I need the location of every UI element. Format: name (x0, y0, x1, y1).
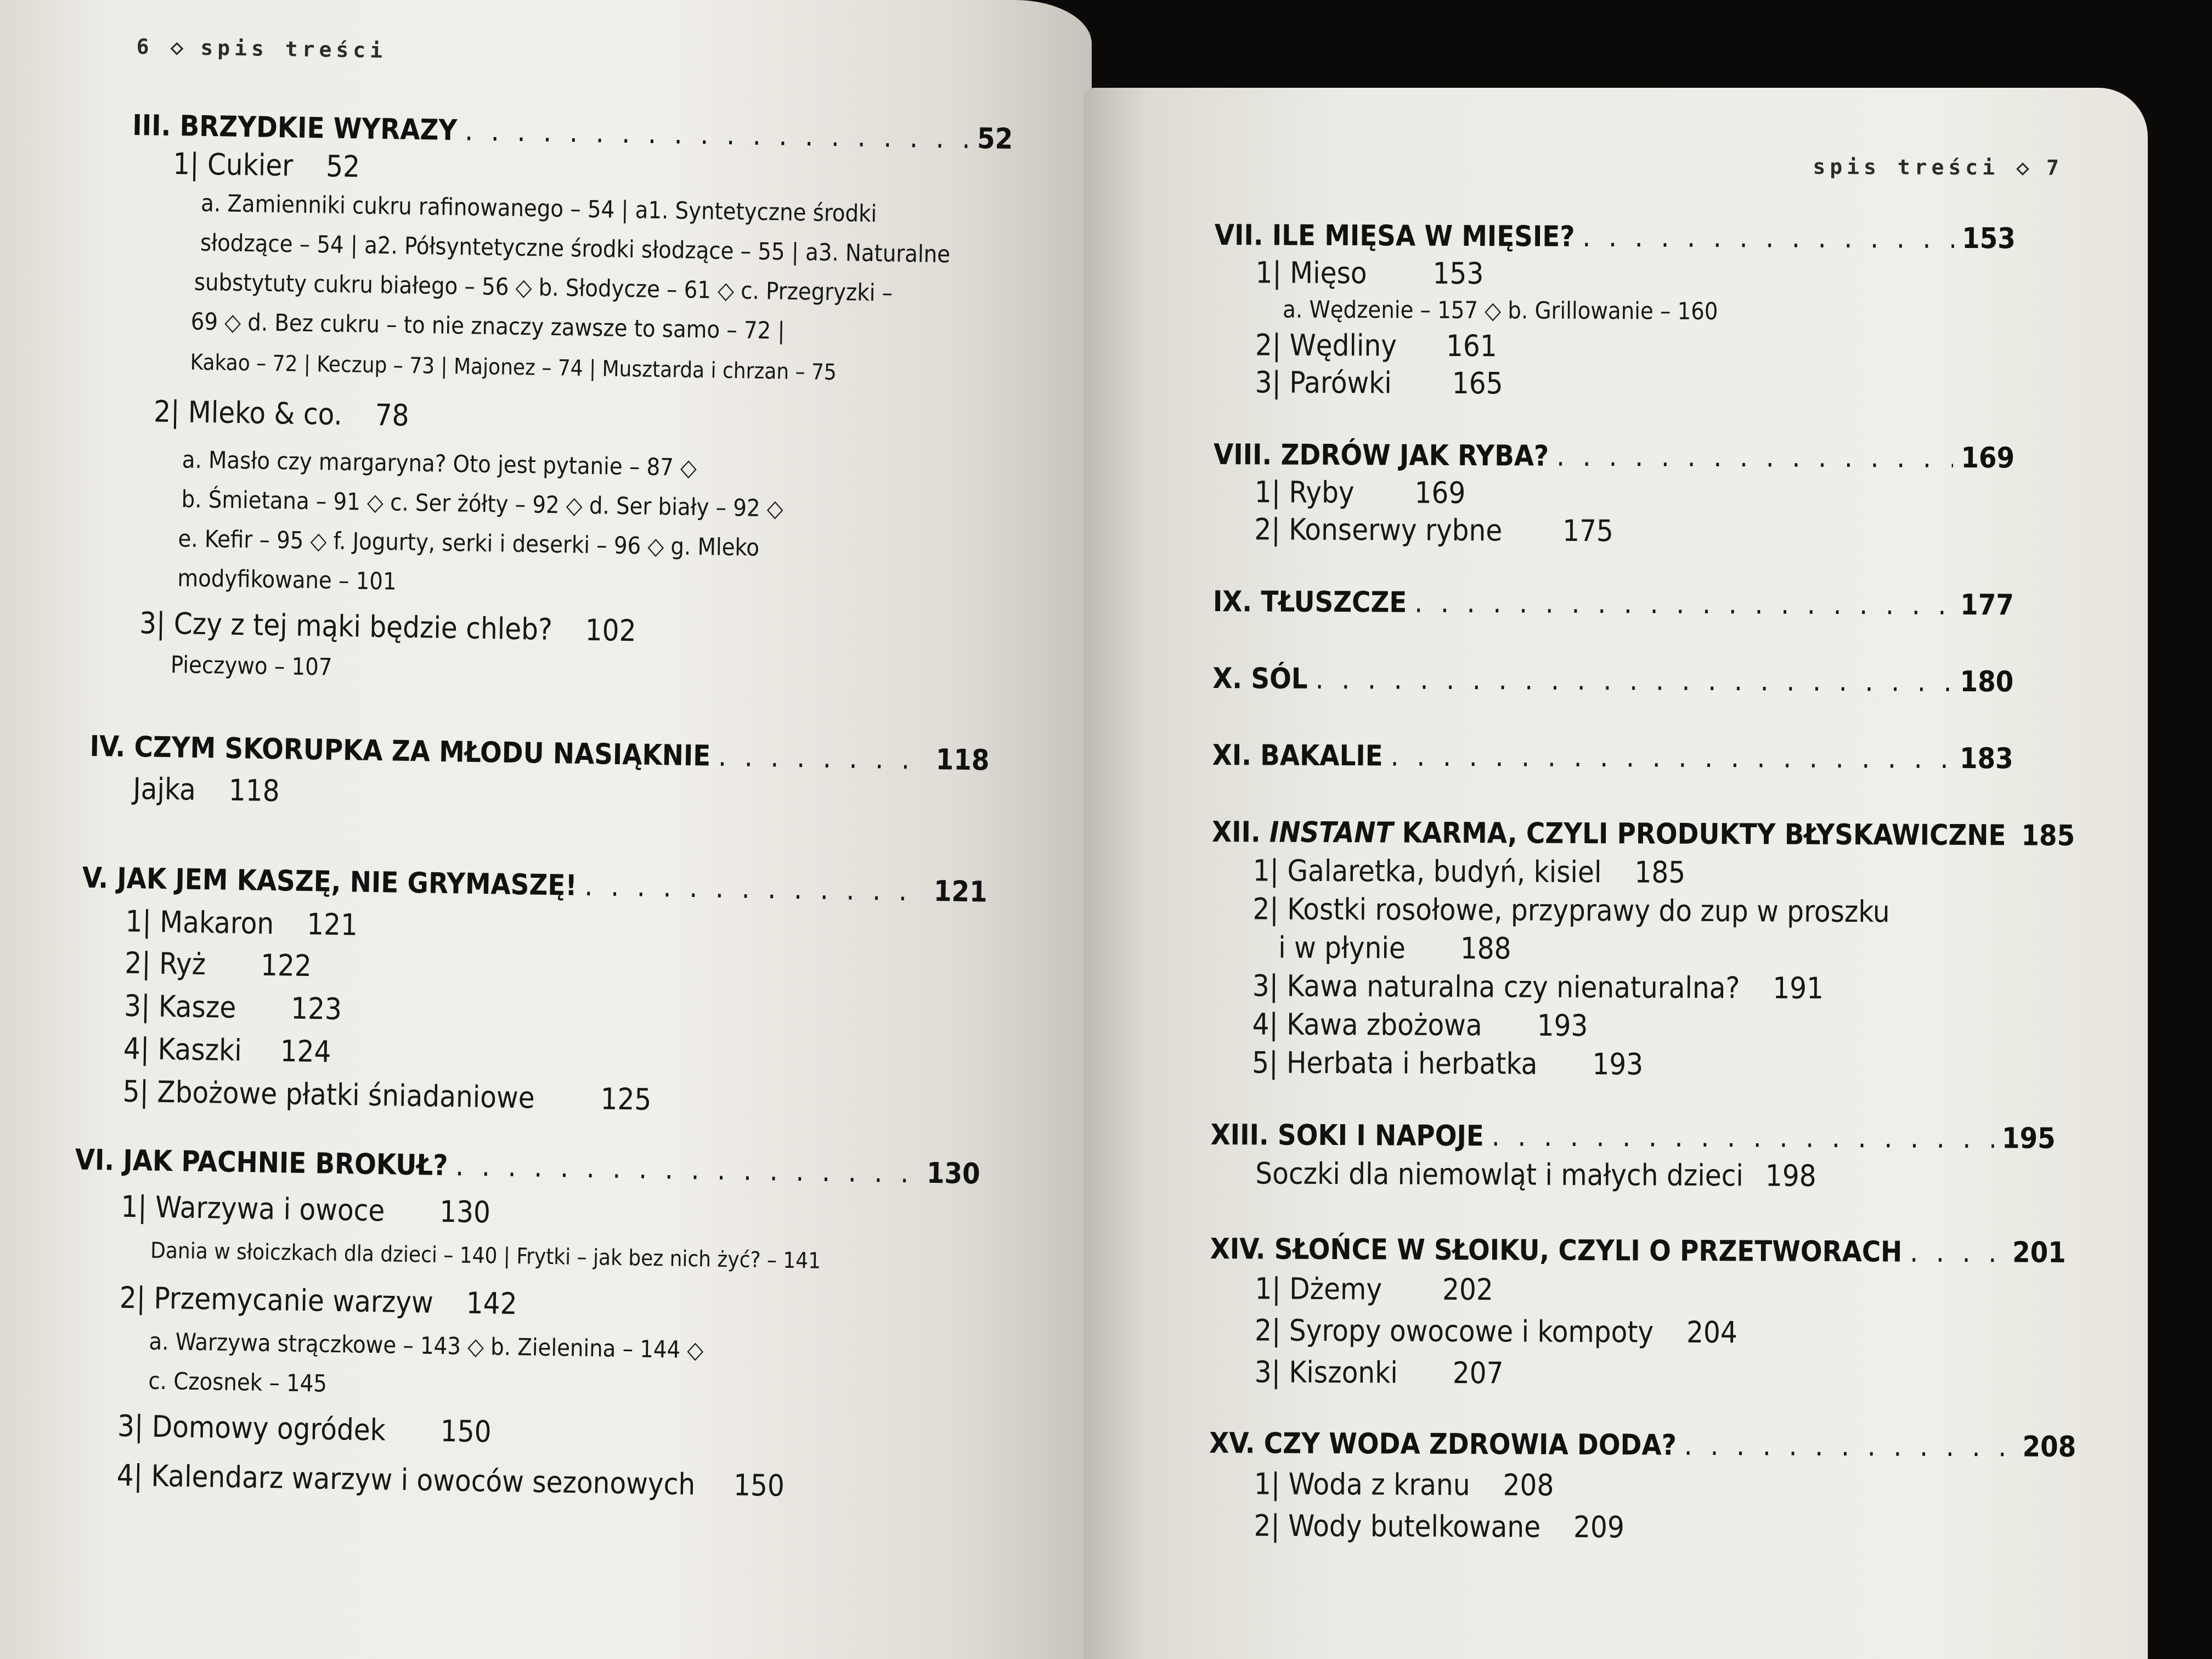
toc-entry[interactable]: 3| Domowy ogródek 150 (117, 1408, 492, 1449)
chapter-heading[interactable]: IV. CZYM SKORUPKA ZA MŁODU NASIĄKNIE . . . 118 (89, 730, 990, 777)
toc-entry[interactable]: 1| Ryby 169 (1254, 475, 1466, 511)
toc-entry[interactable]: 4| Kalendarz warzyw i owoców sezonowych 150 (116, 1458, 785, 1503)
toc-subentry: c. Czosnek – 145 (148, 1367, 328, 1398)
toc-subentry: Pieczywo – 107 (170, 651, 332, 681)
right-page-header (1813, 154, 2063, 180)
toc-subentry: słodzące – 54 | a2. Półsyntetyczne środki słodzące – 55 | a3. Naturalne (200, 229, 951, 269)
toc-entry[interactable]: 1| Cukier 52 (172, 146, 360, 184)
toc-entry[interactable]: 1| Woda z kranu 208 (1254, 1466, 1554, 1503)
right-page (1084, 88, 2148, 1659)
chapter-heading[interactable]: X. SÓL . . . 180 (1212, 662, 2013, 698)
chapter-heading[interactable]: XI. BAKALIE . . . 183 (1212, 739, 2013, 775)
chapter-heading[interactable]: XII. INSTANT KARMA, CZYLI PRODUKTY BŁYSKAWICZNE . . . 185 (1212, 816, 2013, 852)
toc-subentry: modyfikowane – 101 (177, 565, 397, 596)
chapter-heading[interactable]: XV. CZY WODA ZDROWIA DODA? . . . 208 (1209, 1427, 2076, 1464)
chapter-heading[interactable]: III. BRZYDKIE WYRAZY . . . 52 (132, 109, 1013, 156)
chapter-heading[interactable]: XIII. SOKI I NAPOJE . . . 195 (1211, 1119, 2056, 1155)
toc-entry[interactable]: i w płynie 188 (1278, 930, 1511, 966)
toc-entry[interactable]: 1| Dżemy 202 (1255, 1271, 1493, 1307)
chapter-heading[interactable]: IX. TŁUSZCZE . . . 177 (1213, 585, 2014, 622)
toc-subentry: a. Masło czy margaryna? Oto jest pytanie – 87 ◇ (182, 446, 697, 482)
toc-entry[interactable]: 5| Zbożowe płatki śniadaniowe 125 (122, 1074, 652, 1117)
header-title: spis treści (200, 35, 387, 63)
toc-entry[interactable]: 3| Kasze 123 (123, 988, 342, 1027)
chapter-heading[interactable]: XIV. SŁOŃCE W SŁOIKU, CZYLI O PRZETWORACH . . . 201 (1210, 1233, 2066, 1269)
toc-entry[interactable]: 2| Syropy owocowe i kompoty 204 (1254, 1313, 1737, 1350)
toc-entry[interactable]: 4| Kawa zbożowa 193 (1252, 1007, 1588, 1043)
toc-entry[interactable]: 2| Przemycanie warzyw 142 (119, 1280, 518, 1322)
toc-subentry: a. Wędzenie – 157 ◇ b. Grillowanie – 160 (1283, 296, 1718, 326)
toc-entry[interactable]: 2| Wody butelkowane 209 (1254, 1508, 1624, 1545)
toc-entry[interactable]: 3| Kawa naturalna czy nienaturalna? 191 (1252, 968, 1824, 1006)
toc-entry[interactable]: 5| Herbata i herbatka 193 (1252, 1045, 1644, 1082)
toc-entry[interactable]: 1| Warzywa i owoce 130 (120, 1189, 491, 1230)
toc-entry[interactable]: 1| Makaron 121 (125, 904, 358, 943)
toc-subentry: a. Warzywa strączkowe – 143 ◇ b. Zielenina – 144 ◇ (149, 1328, 704, 1364)
toc-entry[interactable]: 2| Kostki rosołowe, przyprawy do zup w proszku (1252, 891, 1890, 929)
toc-entry[interactable]: 2| Konserwy rybne 175 (1254, 512, 1614, 549)
toc-subentry: Dania w słoiczkach dla dzieci – 140 | Frytki – jak bez nich żyć? – 141 (150, 1238, 821, 1274)
chapter-heading[interactable]: VII. ILE MIĘSA W MIĘSIE? . . . 153 (1215, 219, 2016, 255)
toc-entry[interactable]: Soczki dla niemowląt i małych dzieci 198 (1255, 1156, 1816, 1193)
chapter-heading[interactable]: VI. JAK PACHNIE BROKUŁ? . . . 130 (75, 1143, 980, 1190)
toc-entry[interactable]: 2| Mleko & co. 78 (153, 394, 410, 433)
toc-subentry: a. Zamienniki cukru rafinowanego – 54 | a1. Syntetyczne środki (200, 189, 877, 228)
toc-subentry: substytuty cukru białego – 56 ◇ b. Słodycze – 61 ◇ c. Przegryzki – (194, 268, 893, 307)
diamond-icon: ◇ (170, 34, 184, 60)
toc-subentry: Kakao – 72 | Keczup – 73 | Majonez – 74 | Musztarda i chrzan – 75 (190, 349, 837, 386)
toc-subentry: 69 ◇ d. Bez cukru – to nie znaczy zawsze to samo – 72 | (190, 308, 785, 345)
toc-entry[interactable]: Jajka 118 (132, 771, 280, 809)
left-page (0, 0, 1092, 1659)
toc-entry[interactable]: 1| Galaretka, budyń, kisiel 185 (1252, 853, 1686, 890)
chapter-heading[interactable]: VIII. ZDRÓW JAK RYBA? . . . 169 (1214, 438, 2015, 475)
toc-entry[interactable]: 3| Czy z tej mąki będzie chleb? 102 (139, 606, 637, 648)
header-title: spis treści (1813, 154, 2000, 180)
chapter-heading[interactable]: V. JAK JEM KASZĘ, NIE GRYMASZĘ! . . . 121 (82, 862, 988, 909)
toc-entry[interactable]: 1| Mięso 153 (1255, 255, 1484, 291)
diamond-icon: ◇ (2016, 155, 2030, 180)
toc-entry[interactable]: 2| Ryż 122 (124, 945, 312, 984)
page-number: 6 (136, 34, 154, 59)
toc-subentry: b. Śmietana – 91 ◇ c. Ser żółty – 92 ◇ d. Ser biały – 92 ◇ (181, 486, 784, 523)
left-page-header (136, 34, 387, 63)
toc-entry[interactable]: 4| Kaszki 124 (123, 1031, 332, 1069)
page-number: 7 (2046, 155, 2063, 180)
toc-entry[interactable]: 3| Parówki 165 (1255, 365, 1503, 401)
toc-subentry: e. Kefir – 95 ◇ f. Jogurty, serki i deserki – 96 ◇ g. Mleko (178, 525, 760, 562)
toc-entry[interactable]: 3| Kiszonki 207 (1254, 1355, 1504, 1391)
toc-entry[interactable]: 2| Wędliny 161 (1255, 328, 1497, 364)
